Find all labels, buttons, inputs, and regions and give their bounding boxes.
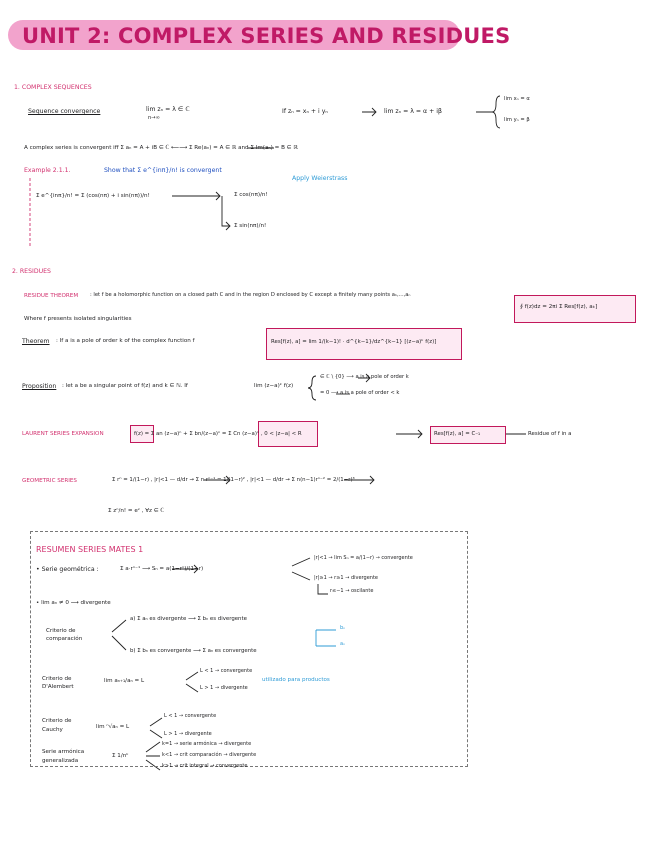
harmonic-expr: Σ 1/nᵏ [112,753,129,759]
proposition-label: Proposition [22,383,57,390]
brace-top: lim xₙ = α [504,96,530,102]
comparison-b: b) Σ bₙ es convergente ⟶ Σ aₙ es convergente [130,648,257,654]
sequence-convergence-label: Sequence convergence [28,108,101,115]
laurent-note: Residue of f in a [528,431,572,437]
apply-note: Apply Weierstrass [292,175,348,182]
proposition-expr: lim (z−a)ᵏ f(z) [254,383,294,389]
proposition-case-2: = 0 ⟶ a is a pole of order < k [320,390,400,396]
dalembert-expr: lim aₙ₊₁/aₙ = L [104,678,145,684]
laurent-residue: Res[f(z), a] = C₋₁ [434,431,481,437]
comparison-a: a) Σ aₙ es divergente ⟶ Σ bₙ es divergente [130,616,247,622]
harmonic-case-3: k>1 → crit integral → convergente [162,763,248,769]
cauchy-label-2: Cauchy [42,727,63,733]
branch-bottom: Σ sin(nπ)/n! [234,223,267,229]
geometric-line-2: Σ zⁿ/n! = eᶻ , ∀z ∈ ℂ [108,508,165,514]
geometric-series-expr: Σ a·rⁿ⁻¹ ⟶ Sₙ = a(1−rⁿ)/(1−r) [120,566,204,572]
laurent-label: LAURENT SERIES EXPANSION [22,431,104,437]
geometric-series-label: • Serie geométrica : [36,566,99,573]
sequence-then: lim zₙ = λ = α + iβ [384,108,442,115]
summary-heading: RESUMEN SERIES MATES 1 [36,545,144,554]
branch-top: Σ cos(nπ)/n! [234,192,268,198]
theorem-formula: Res[f(z), a] = lim 1/(k−1)! · d^{k−1}/dz^{k−1} [(z−a)ᵏ f(z)] [271,339,437,345]
harmonic-case-2: k<1 → crit comparación → divergente [162,752,257,758]
residue-theorem-text: : let f be a holomorphic function on a closed path C and in the region D enclosed by C except a finitely many points a₁,...,aₙ [90,292,411,298]
comparison-note-bottom: aₙ [340,641,346,647]
residue-formula: ∮ f(z)dz = 2πi Σ Res[f(z), aₖ] [520,304,598,310]
geometric-label: GEOMETRIC SERIES [22,478,77,484]
comparison-note-top: bₙ [340,625,346,631]
residue-theorem-label: RESIDUE THEOREM [24,293,79,299]
dalembert-case-2: L > 1 → divergente [200,685,248,691]
dalembert-note: utilizado para productos [262,677,330,683]
cauchy-label-1: Criterio de [42,718,72,724]
harmonic-case-1: k=1 → serie armónica → divergente [162,741,252,747]
where-text: Where f presents isolated singularities [24,316,132,322]
laurent-expression: f(z) = Σ an (z−a)ⁿ + Σ bn/(z−a)ⁿ = Σ Cn (z−a)ⁿ , 0 < |z−a| < R [134,431,302,437]
harmonic-label-2: generalizada [42,758,79,764]
section-heading-residues: 2. RESIDUES [12,268,51,275]
geometric-case-1: |r|<1 → lim Sₙ = a/(1−r) → convergente [314,555,413,561]
dalembert-case-1: L < 1 → convergente [200,668,253,674]
sequence-limit-expr: lim zₙ = λ ∈ ℂ [146,106,190,113]
proposition-case-1: ∈ ℂ \ {0} ⟶ a is a pole of order k [320,374,409,380]
sequence-limit-sub: n→∞ [148,115,160,121]
brace-bottom: lim yₙ = β [504,117,530,123]
limit-rule: • lim aₙ ≠ 0 ⟶ divergente [36,600,111,606]
dalembert-label-2: D'Alembert [42,684,74,690]
example-statement: Show that Σ e^{inπ}/n! is convergent [104,167,222,174]
theorem-label: Theorem [22,338,50,345]
cauchy-case-1: L < 1 → convergente [164,713,217,719]
comparison-label-1: Criterio de [46,628,76,634]
example-label: Example 2.1.1. [24,167,71,174]
example-split: Σ e^{inπ}/n! = Σ (cos(nπ) + i sin(nπ))/n! [36,193,150,199]
cauchy-expr: lim ⁿ√aₙ = L [96,724,130,730]
geometric-line-1: Σ rⁿ = 1/(1−r) , |r|<1 — d/dr → Σ n rⁿ⁻¹ = 1/(1−r)² , |r|<1 — d/dr → Σ n(n−1)rⁿ⁻² = 2/(1−r)³ [112,477,355,483]
cauchy-case-2: L > 1 → divergente [164,731,212,737]
comparison-label-2: comparación [46,636,83,642]
dalembert-label-1: Criterio de [42,676,72,682]
series-definition: A complex series is convergent iff Σ aₙ = A + iB ∈ ℂ ⟵⟶ Σ Re(aₙ) = A ∈ ℝ and Σ Im(aₙ) = B ∈ ℝ [24,145,298,151]
sequence-if: If zₙ = xₙ + i yₙ [282,108,328,115]
section-heading-sequences: 1. COMPLEX SEQUENCES [14,84,92,91]
proposition-text: : let a be a singular point of f(z) and k ∈ ℕ. If [62,383,188,389]
geometric-case-2: |r|≥1 → r≥1 → divergente [314,575,378,581]
geometric-case-3: r≤−1 → oscilante [330,588,374,594]
theorem-text: : If a is a pole of order k of the complex function f [56,338,195,344]
harmonic-label-1: Serie armónica [42,749,85,755]
page-title: UNIT 2: COMPLEX SERIES AND RESIDUES [22,24,511,48]
